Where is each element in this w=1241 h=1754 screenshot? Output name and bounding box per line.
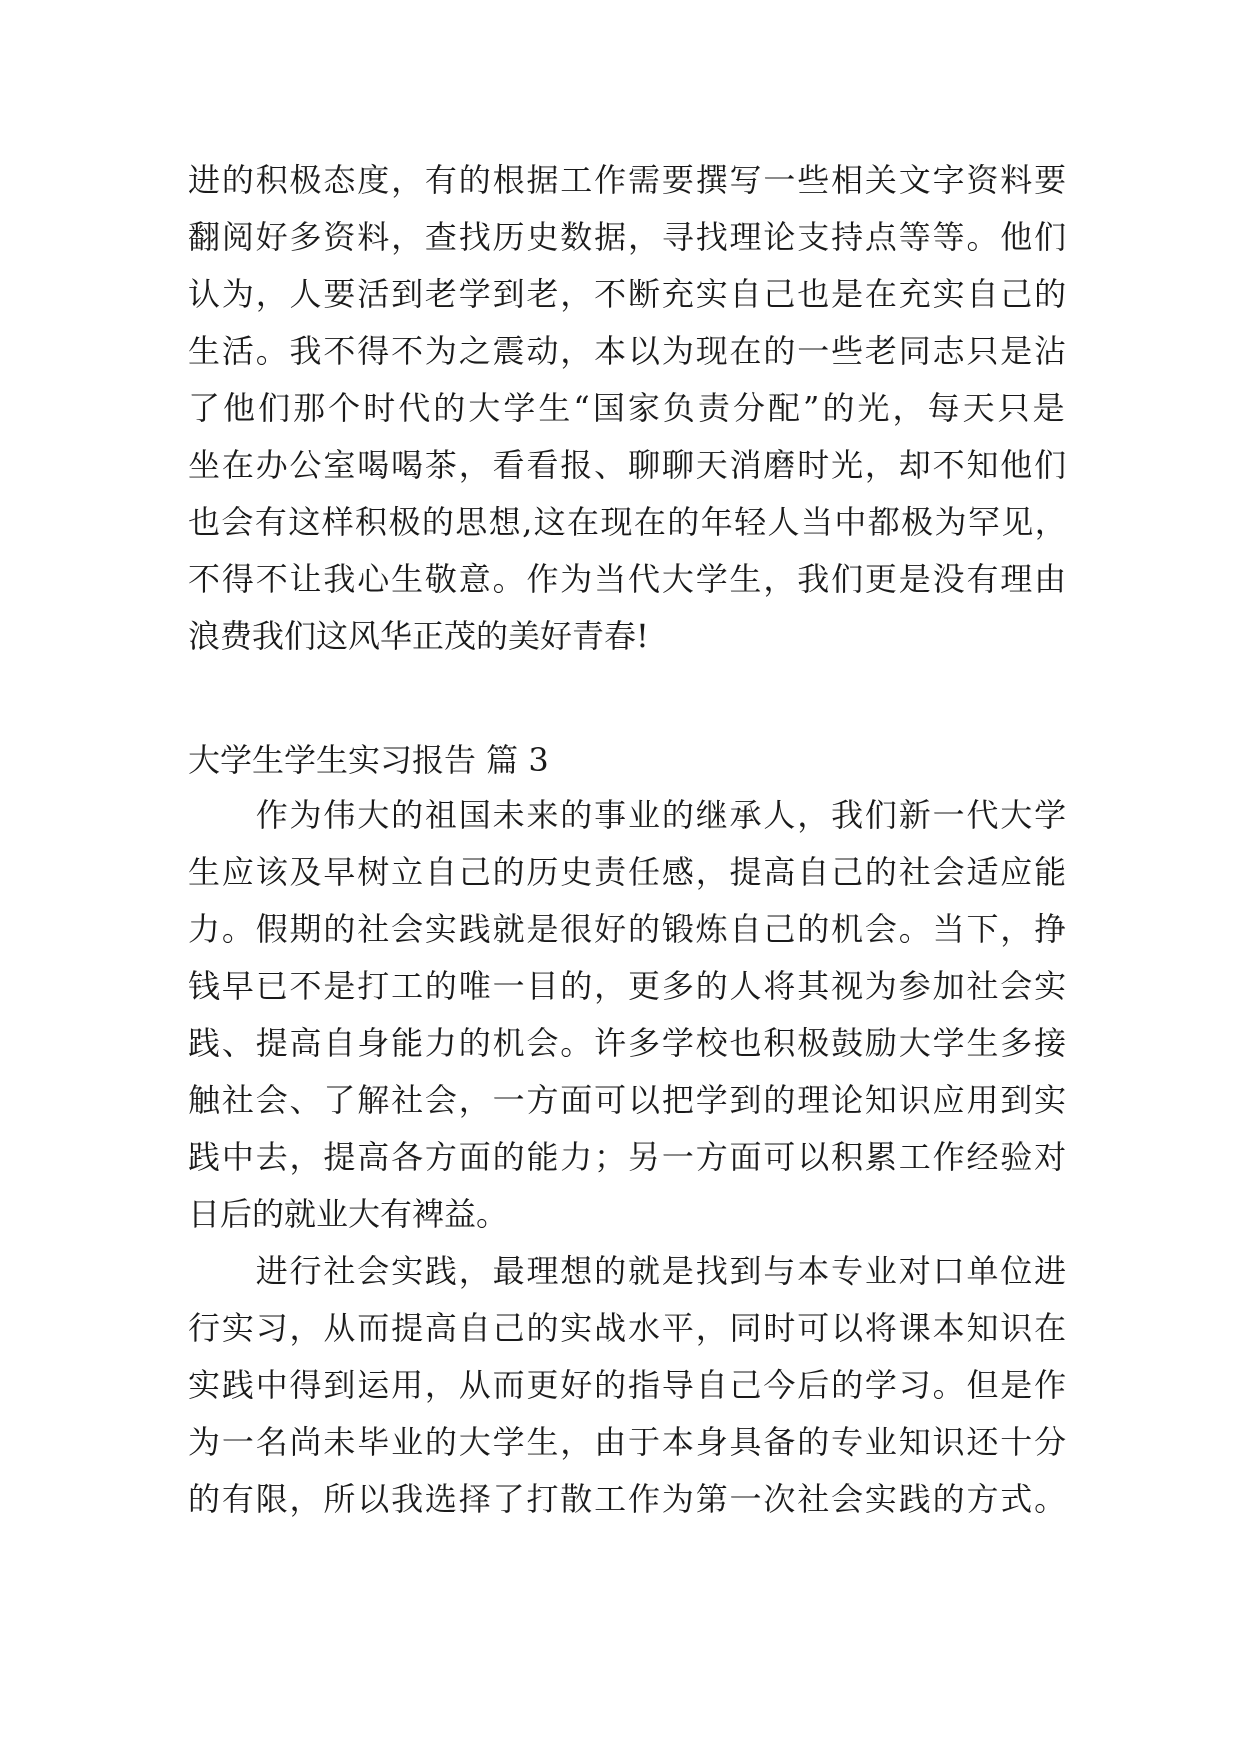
continuation-line: 了他们那个时代的大学生“国家负责分配”的光，每天只是 <box>188 389 1068 427</box>
continuation-line: 进的积极态度，有的根据工作需要撰写一些相关文字资料要 <box>188 161 1069 199</box>
paragraph-line: 践中去，提高各方面的能力；另一方面可以积累工作经验对 <box>188 1138 1069 1176</box>
paragraph-line: 钱早已不是打工的唯一目的，更多的人将其视为参加社会实 <box>188 967 1069 1005</box>
paragraph-line: 实践中得到运用，从而更好的指导自己今后的学习。但是作 <box>188 1366 1069 1404</box>
continuation-line: 不得不让我心生敬意。作为当代大学生，我们更是没有理由 <box>188 560 1069 598</box>
continuation-line: 浪费我们这风华正茂的美好青春! <box>188 617 649 655</box>
paragraph-line: 作为伟大的祖国未来的事业的继承人，我们新一代大学 <box>188 796 1069 834</box>
paragraph-line: 力。假期的社会实践就是很好的锻炼自己的机会。当下，挣 <box>188 910 1069 948</box>
paragraph-line: 行实习，从而提高自己的实战水平，同时可以将课本知识在 <box>188 1309 1069 1347</box>
paragraph-line: 进行社会实践，最理想的就是找到与本专业对口单位进 <box>188 1252 1069 1290</box>
section-title: 大学生学生实习报告 篇 3 <box>188 741 549 779</box>
continuation-line: 也会有这样积极的思想,这在现在的年轻人当中都极为罕见， <box>188 503 1069 541</box>
paragraph-line: 的有限，所以我选择了打散工作为第一次社会实践的方式。 <box>188 1480 1069 1518</box>
continuation-line: 认为，人要活到老学到老，不断充实自己也是在充实自己的 <box>188 275 1069 313</box>
continuation-line: 翻阅好多资料，查找历史数据，寻找理论支持点等等。他们 <box>188 218 1069 256</box>
paragraph-line: 触社会、了解社会，一方面可以把学到的理论知识应用到实 <box>188 1081 1069 1119</box>
continuation-line: 生活。我不得不为之震动，本以为现在的一些老同志只是沾 <box>188 332 1069 370</box>
paragraph-line: 生应该及早树立自己的历史责任感，提高自己的社会适应能 <box>188 853 1069 891</box>
paragraph-line: 日后的就业大有裨益。 <box>188 1195 509 1233</box>
paragraph-line: 为一名尚未毕业的大学生，由于本身具备的专业知识还十分 <box>188 1423 1069 1461</box>
continuation-line: 坐在办公室喝喝茶，看看报、聊聊天消磨时光，却不知他们 <box>188 446 1069 484</box>
paragraph-line: 践、提高自身能力的机会。许多学校也积极鼓励大学生多接 <box>188 1024 1069 1062</box>
